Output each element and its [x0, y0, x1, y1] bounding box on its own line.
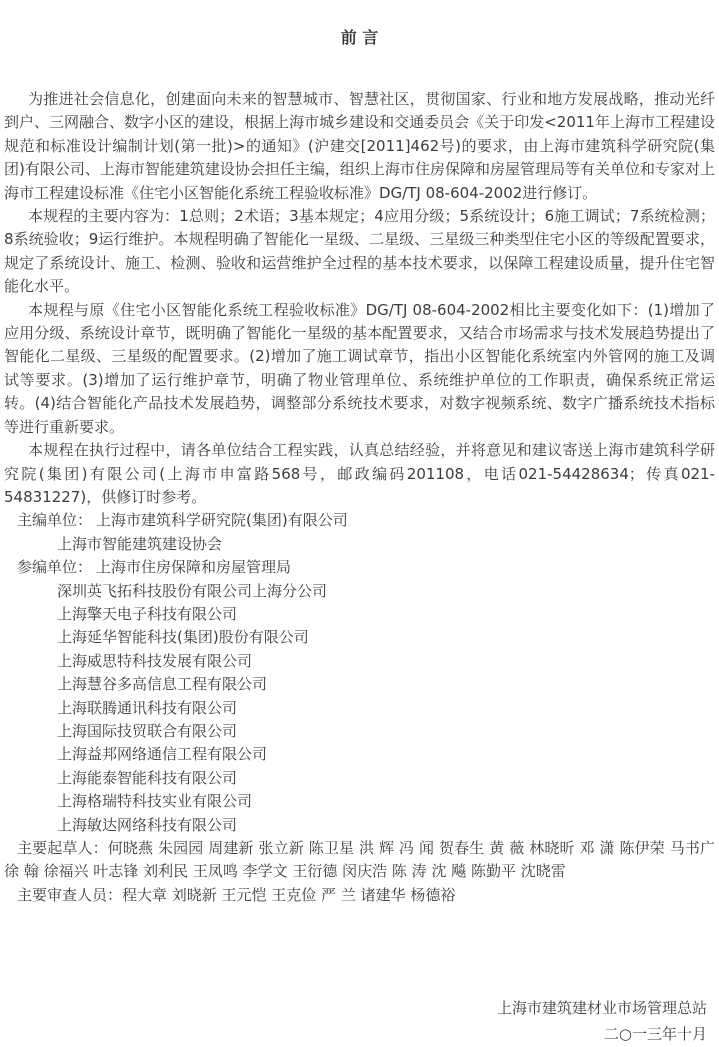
document-body	[4, 88, 715, 907]
unit-list-item: 上海能泰智能科技有限公司	[57, 768, 238, 787]
unit-list-item: 上海慧谷多高信息工程有限公司	[57, 675, 268, 694]
unit-list-item: 深圳英飞拓科技股份有限公司上海分公司	[57, 581, 328, 600]
footer-organization: 上海市建筑建材业市场管理总站	[496, 999, 707, 1018]
chief-editor-label: 主编单位：	[17, 511, 93, 530]
unit-list-item: 上海擎天电子科技有限公司	[57, 604, 238, 623]
chief-editor-block	[4, 509, 715, 556]
footer	[4, 995, 715, 1047]
co-editor-line	[4, 556, 715, 579]
chief-editor-others	[4, 533, 715, 556]
unit-list-item: 上海联腾通讯科技有限公司	[57, 698, 238, 717]
co-editor-label: 参编单位：	[17, 558, 93, 577]
unit-list-item: 上海市智能建筑建设协会	[57, 534, 223, 553]
unit-list-item: 上海格瑞特科技实业有限公司	[57, 792, 253, 811]
unit-list-item: 上海敏达网络科技有限公司	[57, 815, 238, 834]
page-title: 前 言	[340, 28, 379, 47]
unit-list-item: 上海延华智能科技(集团)股份有限公司	[57, 628, 309, 647]
unit-list-item: 上海益邦网络通信工程有限公司	[57, 745, 268, 764]
chief-editor-line	[4, 509, 715, 532]
paragraph-contents: 本规程的主要内容为：1总则；2术语；3基本规定；4应用分级；5系统设计；6施工调试；7系统检测；8系统验收；9运行维护。本规程明确了智能化一星级、二星级、三星级三种类型住宅小区的等级配置要求，规定了系统设计、施工、检测、验收和运营维护全过程的基本技术要求，以保障工程建设质量，提升住宅智能化水平。	[4, 207, 715, 296]
co-editor-block	[4, 556, 715, 837]
reviewers-line: 主要审查人员：程大章 刘晓新 王元恺 王克俭 严 兰 诸建华 杨德裕	[17, 885, 456, 904]
paragraph-feedback: 本规程在执行过程中，请各单位结合工程实践，认真总结经验，并将意见和建议寄送上海市建筑科学研究院(集团)有限公司(上海市申富路568号，邮政编码201108，电话021-54428634；传真021-54831227)，供修订时参考。	[4, 441, 715, 506]
chief-editor-name: 上海市建筑科学研究院(集团)有限公司	[96, 511, 348, 530]
drafters-line: 主要起草人：何晓燕 朱园园 周建新 张立新 陈卫星 洪 辉 冯 闻 贺春生 黄 薇 林晓昕 邓 潇 陈伊荣 马书广 徐 翰 徐福兴 叶志锋 刘利民 王凤鸣 李学文 王衍德 闵庆浩 陈 涛 沈 飚 陈勤平 沈晓雷	[4, 839, 715, 881]
paragraph-changes: 本规程与原《住宅小区智能化系统工程验收标准》DG/TJ 08-604-2002相比主要变化如下：(1)增加了应用分级、系统设计章节，既明确了智能化一星级的基本配置要求，又结合市场需求与技术发展趋势提出了智能化二星级、三星级的配置要求。(2)增加了施工调试章节，指出小区智能化系统室内外管网的施工及调试等要求。(3)增加了运行维护章节，明确了物业管理单位、系统维护单位的工作职责，确保系统正常运转。(4)结合智能化产品技术发展趋势，调整部分系统技术要求，对数字视频系统、数字广播系统技术指标等进行重新要求。	[4, 300, 715, 436]
unit-list-item: 上海国际技贸联合有限公司	[57, 721, 238, 740]
co-editor-first-name: 上海市住房保障和房屋管理局	[96, 558, 292, 577]
unit-list-item: 上海威思特科技发展有限公司	[57, 651, 253, 670]
co-editor-others	[4, 580, 715, 837]
paragraph-intro: 为推进社会信息化，创建面向未来的智慧城市、智慧社区，贯彻国家、行业和地方发展战略，推动光纤到户、三网融合、数字小区的建设，根据上海市城乡建设和交通委员会《关于印发<2011年上海市工程建设规范和标准设计编制计划(第一批)>的通知》(沪建交[2011]462号)的要求，由上海市建筑科学研究院(集团)有限公司、上海市智能建筑建设协会担任主编，组织上海市住房保障和房屋管理局等有关单位和专家对上海市工程建设标准《住宅小区智能化系统工程验收标准》DG/TJ 08-604-2002进行修订。	[4, 90, 715, 202]
footer-date: 二○一三年十月	[603, 1025, 707, 1044]
